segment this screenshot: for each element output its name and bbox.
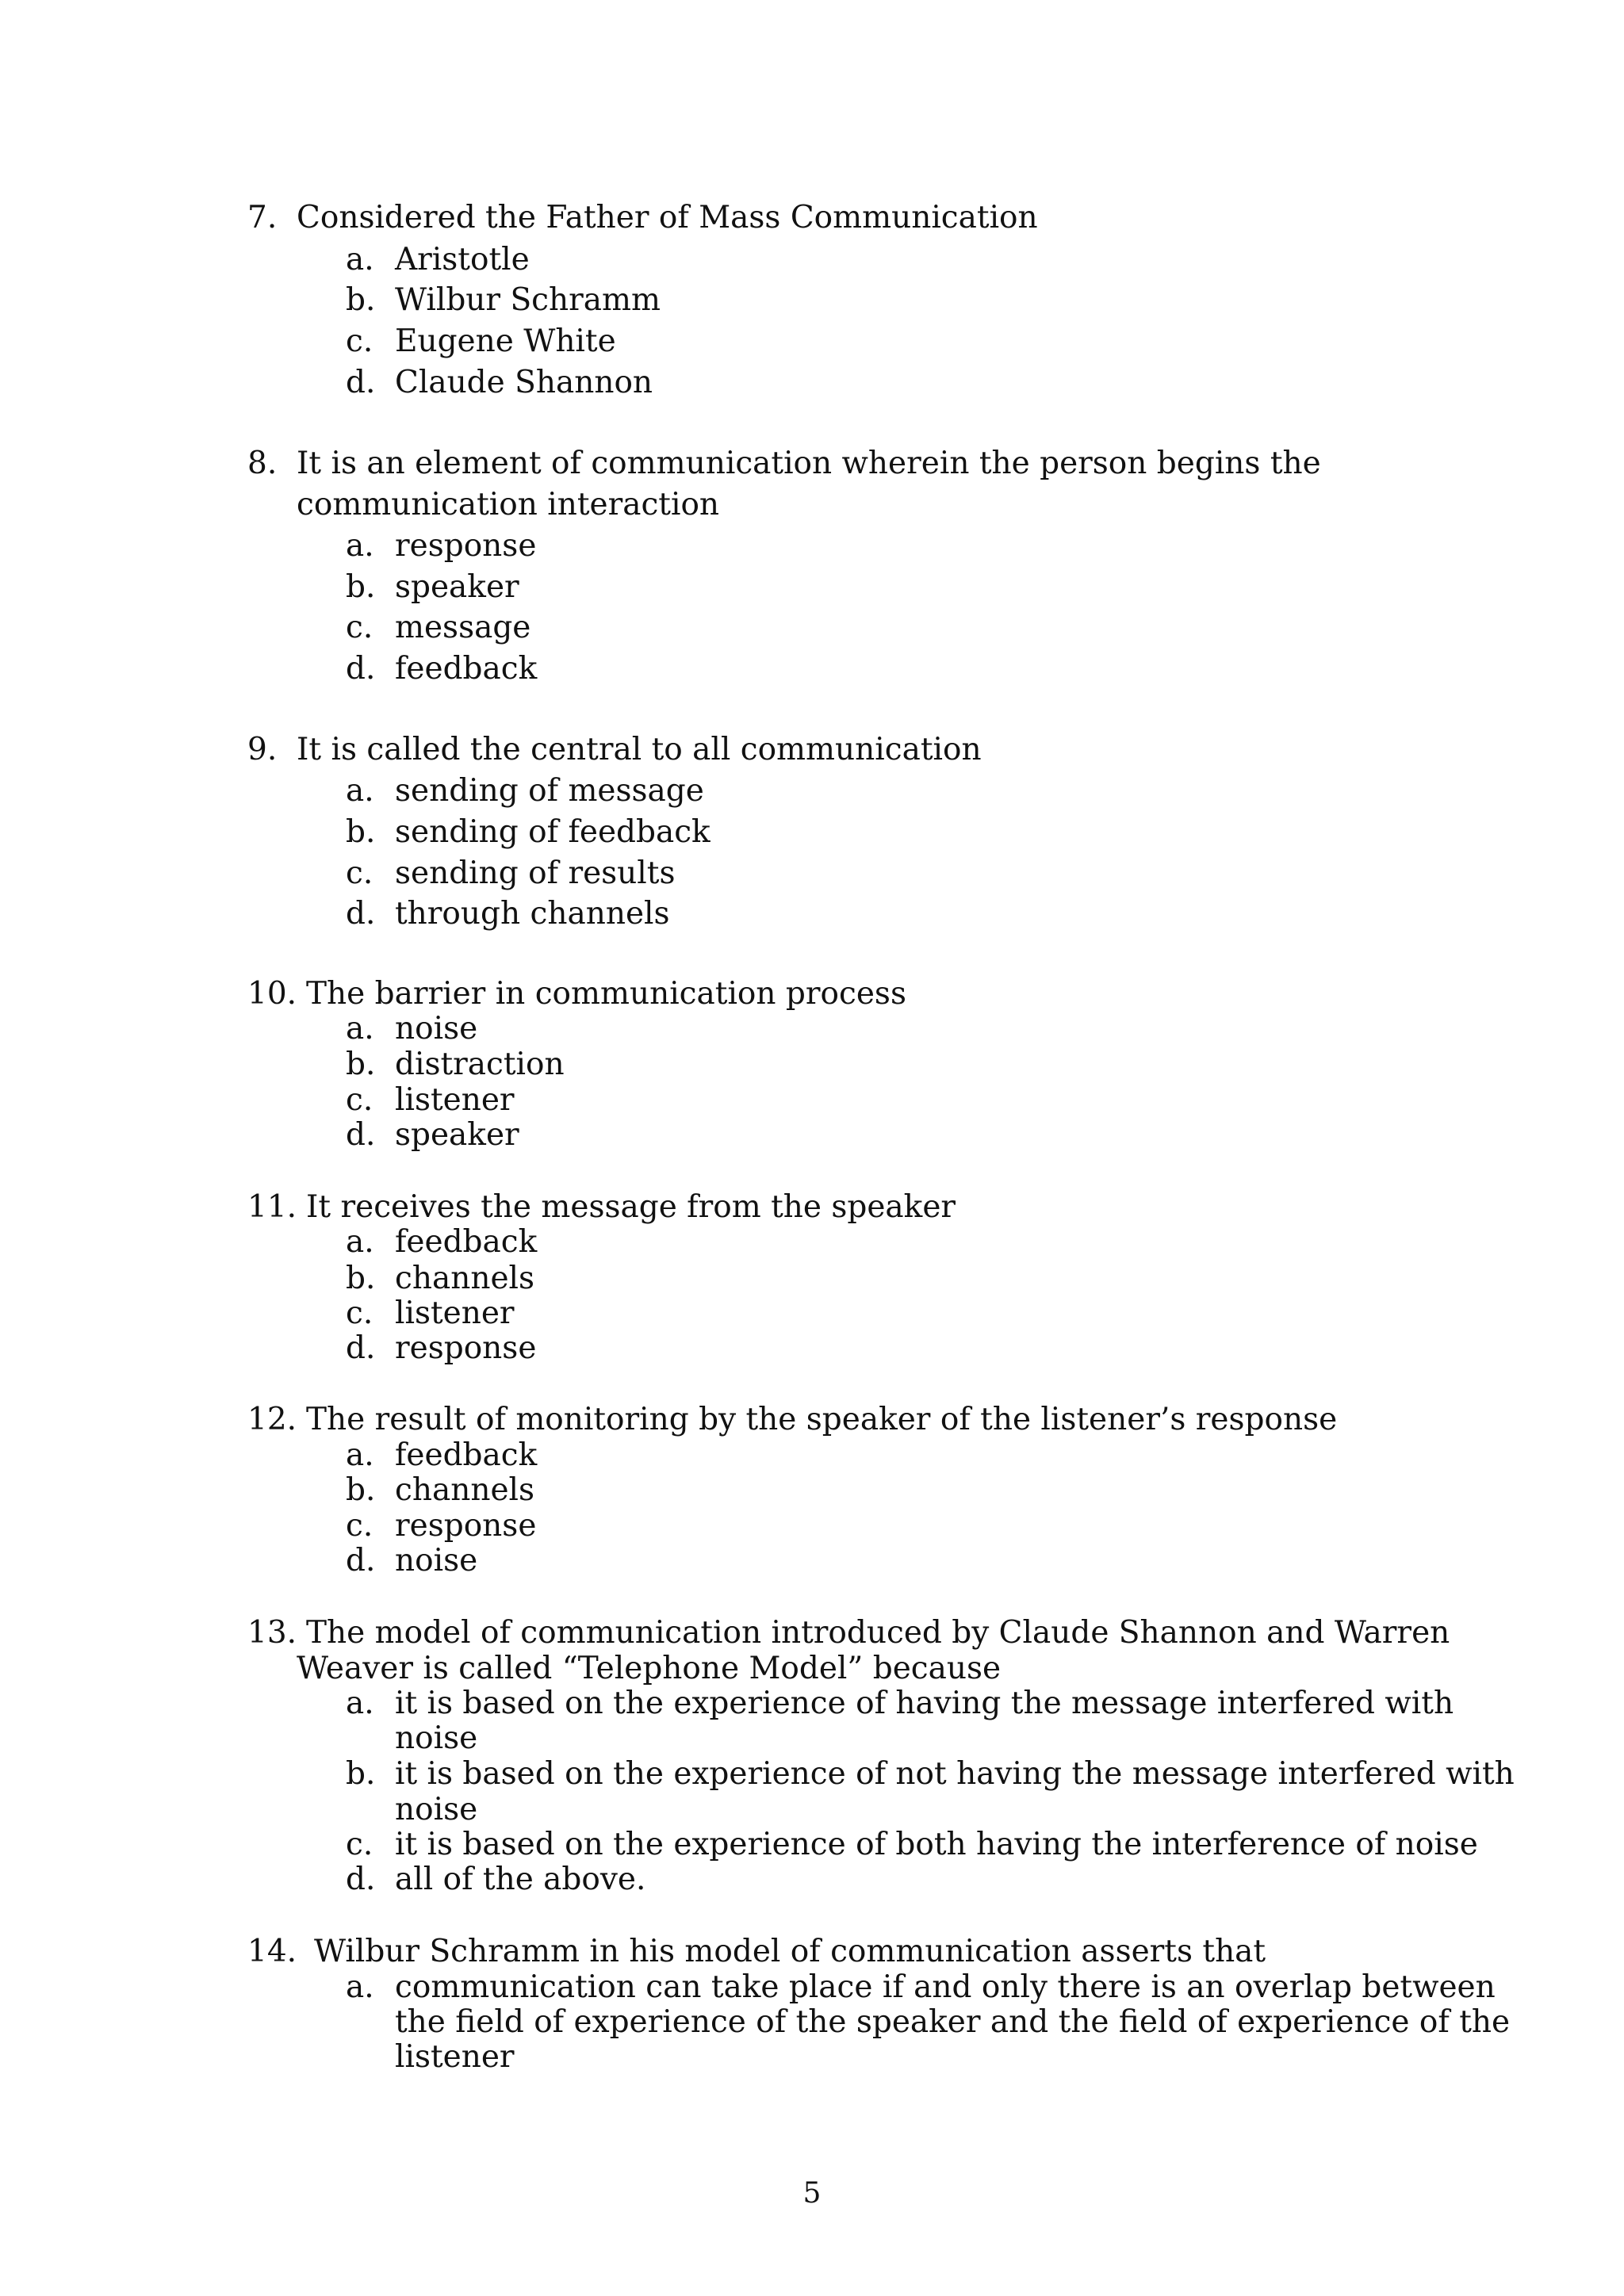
option-letter: b. — [346, 1261, 376, 1296]
option-letter: d. — [346, 365, 376, 400]
option-text: feedback — [395, 1224, 538, 1260]
question-text: communication interaction — [297, 487, 720, 522]
option-text: sending of feedback — [395, 814, 710, 850]
option-letter: c. — [346, 610, 373, 645]
option-letter: c. — [346, 855, 373, 891]
option-text: it is based on the experience of both having the interference of noise — [395, 1827, 1478, 1862]
option-text: Wilbur Schramm — [395, 282, 661, 318]
question-number: 11. — [247, 1189, 297, 1225]
option-text: noise — [395, 1011, 478, 1047]
page-number: 5 — [802, 2177, 822, 2210]
option-letter: a. — [346, 1224, 374, 1260]
option-letter: c. — [346, 1827, 373, 1862]
option-text: through channels — [395, 896, 670, 932]
option-letter: a. — [346, 773, 374, 809]
option-letter: d. — [346, 1117, 376, 1153]
question-number: 8. — [247, 446, 278, 481]
question-text: It receives the message from the speaker — [306, 1189, 956, 1225]
question-text: Weaver is called “Telephone Model” because — [297, 1651, 1002, 1686]
option-text: listener — [395, 2039, 515, 2075]
option-text: speaker — [395, 1117, 519, 1153]
option-text: noise — [395, 1792, 478, 1827]
option-letter: b. — [346, 814, 376, 850]
question-number: 9. — [247, 732, 278, 767]
option-text: response — [395, 1330, 537, 1366]
option-text: message — [395, 610, 531, 645]
option-letter: a. — [346, 1011, 374, 1047]
option-text: listener — [395, 1295, 515, 1331]
option-text: channels — [395, 1261, 535, 1296]
option-letter: a. — [346, 242, 374, 277]
option-letter: b. — [346, 282, 376, 318]
option-text: response — [395, 528, 537, 564]
option-text: feedback — [395, 1437, 538, 1473]
option-text: channels — [395, 1472, 535, 1508]
question-number: 7. — [247, 200, 278, 235]
option-text: Aristotle — [395, 242, 530, 277]
question-number: 12. — [247, 1402, 297, 1437]
option-letter: a. — [346, 1969, 374, 2005]
option-text: Claude Shannon — [395, 365, 653, 400]
option-text: listener — [395, 1082, 515, 1118]
option-letter: d. — [346, 1330, 376, 1366]
option-text: the field of experience of the speaker and the field of experience of the — [395, 2004, 1511, 2040]
option-letter: c. — [346, 1508, 373, 1544]
option-text: response — [395, 1508, 537, 1544]
option-letter: b. — [346, 1756, 376, 1792]
option-letter: d. — [346, 896, 376, 932]
option-text: communication can take place if and only there is an overlap between — [395, 1969, 1496, 2005]
option-text: distraction — [395, 1047, 565, 1082]
question-number: 14. — [247, 1934, 297, 1969]
question-text: Wilbur Schramm in his model of communication asserts that — [314, 1934, 1266, 1969]
question-text: The result of monitoring by the speaker of the listener’s response — [306, 1402, 1338, 1437]
option-text: feedback — [395, 651, 538, 687]
option-text: sending of message — [395, 773, 704, 809]
option-letter: c. — [346, 1082, 373, 1118]
option-text: noise — [395, 1543, 478, 1578]
option-text: speaker — [395, 569, 519, 605]
option-text: it is based on the experience of having the message interfered with — [395, 1686, 1454, 1721]
question-text: It is an element of communication wherein the person begins the — [297, 446, 1321, 481]
option-letter: d. — [346, 1543, 376, 1578]
option-letter: c. — [346, 1295, 373, 1331]
option-letter: b. — [346, 569, 376, 605]
option-letter: b. — [346, 1472, 376, 1508]
option-letter: a. — [346, 1437, 374, 1473]
option-letter: d. — [346, 651, 376, 687]
option-text: Eugene White — [395, 323, 616, 359]
option-text: it is based on the experience of not having the message interfered with — [395, 1756, 1515, 1792]
question-text: The model of communication introduced by Claude Shannon and Warren — [306, 1615, 1450, 1651]
question-text: The barrier in communication process — [306, 976, 906, 1012]
option-letter: a. — [346, 1686, 374, 1721]
question-text: Considered the Father of Mass Communication — [297, 200, 1038, 235]
question-number: 13. — [247, 1615, 297, 1651]
question-number: 10. — [247, 976, 297, 1012]
option-text: sending of results — [395, 855, 676, 891]
option-text: all of the above. — [395, 1862, 646, 1897]
option-letter: c. — [346, 323, 373, 359]
option-letter: a. — [346, 528, 374, 564]
option-letter: b. — [346, 1047, 376, 1082]
option-letter: d. — [346, 1862, 376, 1897]
option-text: noise — [395, 1720, 478, 1756]
question-text: It is called the central to all communication — [297, 732, 982, 767]
